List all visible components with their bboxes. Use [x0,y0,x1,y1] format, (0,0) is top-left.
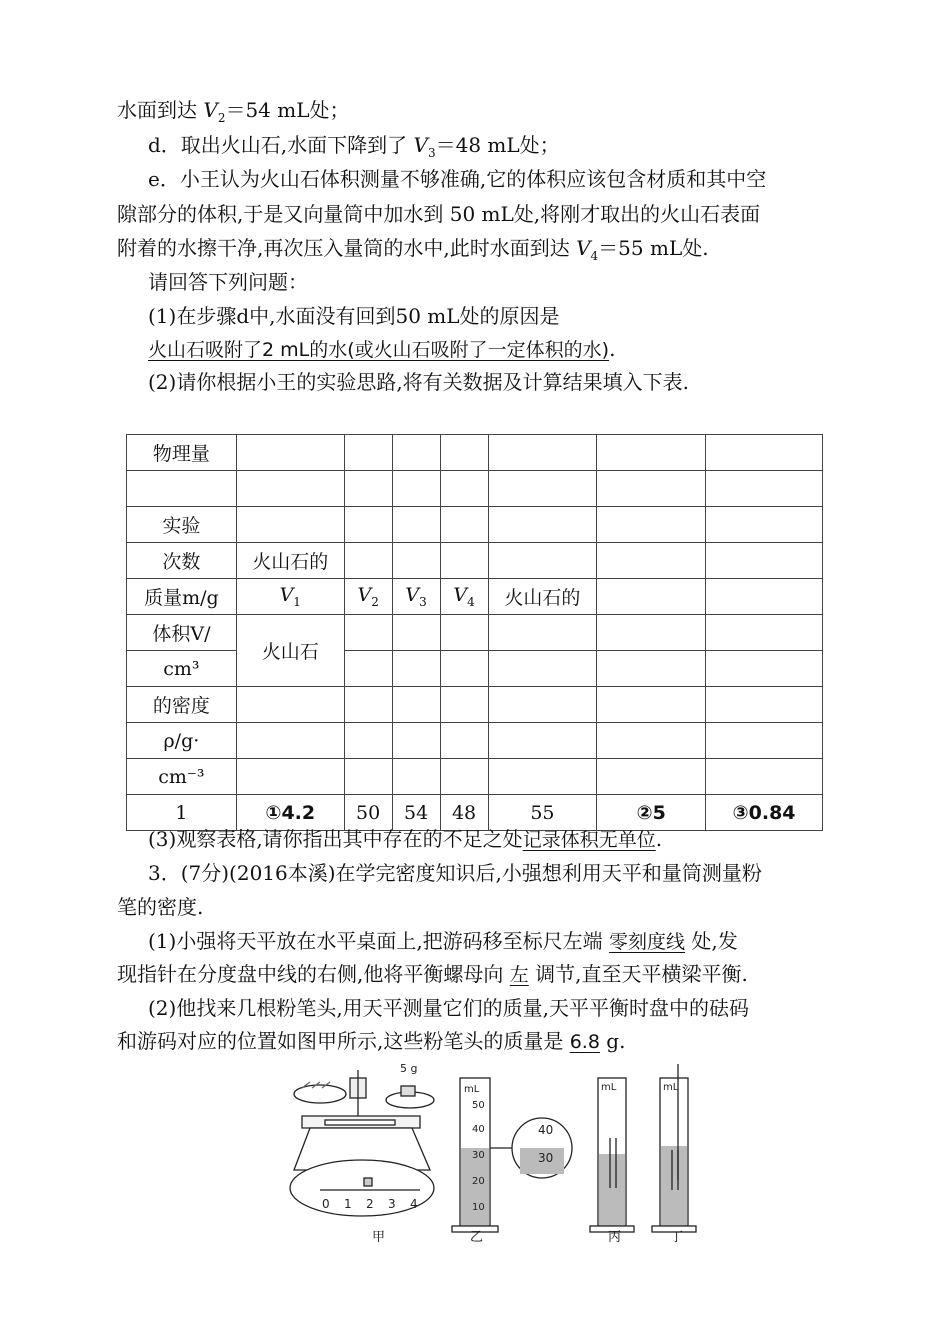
yi-tick-30: 30 [472,1150,485,1161]
text-line-15: (2)他找来几根粉笔头,用天平测量它们的质量,天平平衡时盘中的砝码 [148,996,750,1020]
text-line-13: (1)小强将天平放在水平桌面上,把游码移至标尺左端 零刻度线 处,发 [148,929,738,953]
figure-label-jia: 甲 [372,1230,386,1245]
yi-unit: mL [464,1084,480,1095]
scale-tick-1: 1 [344,1197,352,1211]
table-row: 质量m/g $V_1$ $V_2$ $V_3$ $V_4$ 火山石的 [127,579,823,615]
table-row: 次数 火山石的 [127,543,823,579]
question-3: (3)观察表格,请你指出其中存在的不足之处记录体积无单位. [148,827,663,851]
cylinder-yi [452,1078,572,1232]
yi-tick-50: 50 [472,1100,485,1111]
yi-tick-20: 20 [472,1176,485,1187]
weight-label: 5 g [400,1062,418,1075]
answer-mass: 6.8 [569,1031,600,1053]
text-line-6: 请回答下列问题： [148,270,308,294]
bing-unit: mL [601,1082,617,1093]
scale-tick-2: 2 [366,1197,374,1211]
question-1: (1)在步骤d中,水面没有回到50 mL处的原因是 [148,304,560,328]
table-row: 实验 [127,507,823,543]
answer-zero-line: 零刻度线 [609,931,686,953]
yi-tick-40: 40 [472,1124,485,1135]
answer-1: 火山石吸附了2 mL的水(或火山石吸附了一定体积的水) [148,339,610,361]
text-line-16: 和游码对应的位置如图甲所示,这些粉笔头的质量是 6.8 g. [117,1029,626,1053]
text-line-12: 笔的密度. [117,895,204,919]
figure-label-ding: 丁 [670,1230,684,1245]
text-line-1: 水面到达 $V_2=54$ mL处； [117,98,350,125]
data-table [126,434,823,831]
question-2: (2)请你根据小王的实验思路,将有关数据及计算结果填入下表. [148,370,690,394]
table-row: 的密度 [127,687,823,723]
experiment-figure [280,1060,720,1250]
table-row-data: 1 ①4.2 50 54 48 55 ②5 ③0.84 [127,795,823,831]
zoom-tick-40: 40 [538,1123,554,1137]
answer-1-line: 火山石吸附了2 mL的水(或火山石吸附了一定体积的水). [148,337,616,361]
text-line-3: e．小王认为火山石体积测量不够准确,它的体积应该包含材质和其中空 [148,167,767,191]
yi-tick-10: 10 [472,1202,485,1213]
table-row: ρ/g· [127,723,823,759]
table-row: 体积V/ 火山石 [127,615,823,651]
answer-left: 左 [509,964,529,986]
figure-label-yi: 乙 [470,1230,484,1245]
scale-tick-4: 4 [410,1197,418,1211]
scale-tick-3: 3 [388,1197,396,1211]
text-line-4: 隙部分的体积,于是又向量筒中加水到 50 mL处,将刚才取出的火山石表面 [117,202,761,226]
table-row [127,471,823,507]
text-line-2: d．取出火山石,水面下降到了 $V_3=48$ mL处； [148,133,560,160]
text-line-14: 现指针在分度盘中线的右侧,他将平衡螺母向 左 调节,直至天平横梁平衡. [117,962,748,986]
table-row: cm³ [127,651,823,687]
answer-3: 记录体积无单位 [522,829,656,851]
zoom-tick-30: 30 [538,1151,554,1165]
table-row: cm⁻³ [127,759,823,795]
ding-unit: mL [663,1082,679,1093]
table-row: 物理量 [127,435,823,471]
figure-label-bing: 丙 [608,1230,622,1245]
text-line-5: 附着的水擦干净,再次压入量筒的水中,此时水面到达 $V_4=55$ mL处. [117,236,709,263]
balance-figure [290,1070,434,1216]
scale-tick-0: 0 [322,1197,330,1211]
problem-3-title: 3．(7分)(2016本溪)在学完密度知识后,小强想利用天平和量筒测量粉 [148,861,762,885]
cylinder-bing [590,1078,634,1232]
